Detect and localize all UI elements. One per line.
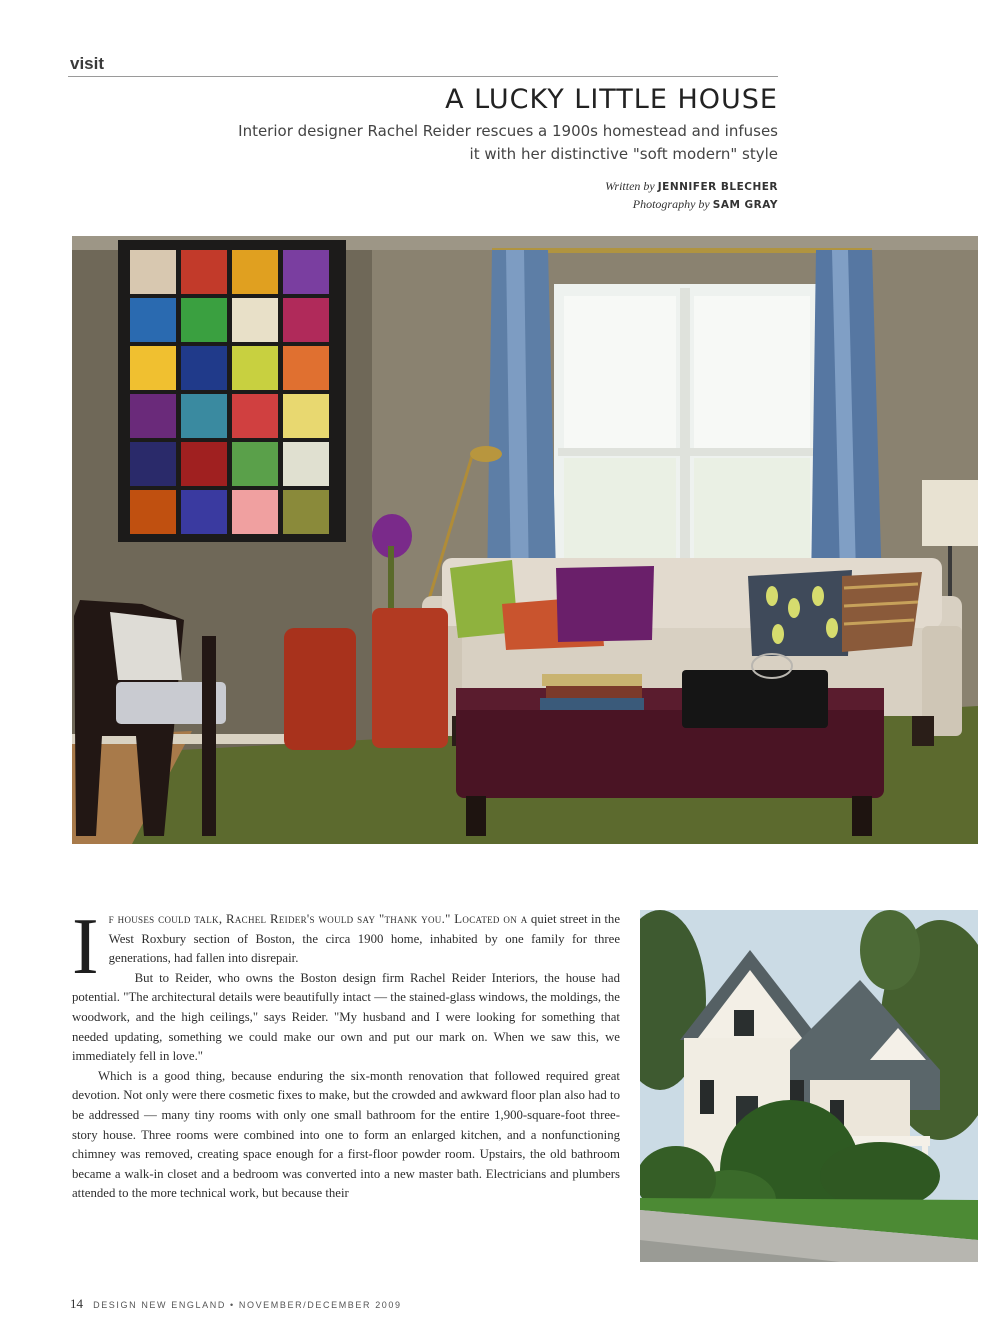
- artwork-tile: [130, 298, 176, 342]
- artwork-tile: [232, 298, 278, 342]
- artwork-tile: [232, 442, 278, 486]
- artwork-tile: [232, 394, 278, 438]
- written-by-label: Written by: [605, 179, 655, 193]
- artwork-tile: [283, 442, 329, 486]
- header-rule: [68, 76, 778, 77]
- house-exterior-photo: [640, 910, 978, 1262]
- artwork-tile: [181, 298, 227, 342]
- paragraph-1-text: quiet street in the West Roxbury section of Boston, the circa 1900 home, inhabited by one family for three generations, had fallen into disrepair.: [108, 912, 620, 966]
- artwork-tile: [283, 298, 329, 342]
- photography-by-label: Photography by: [632, 197, 710, 211]
- artwork-tile: [283, 250, 329, 294]
- page-number: 14: [70, 1296, 83, 1311]
- artwork-tile: [283, 394, 329, 438]
- artwork-tile: [181, 490, 227, 534]
- photographer-name: SAM GRAY: [712, 199, 778, 211]
- artwork-tile: [130, 394, 176, 438]
- paragraph-1: [72, 903, 620, 991]
- artwork-tile: [232, 490, 278, 534]
- artwork-tile: [232, 250, 278, 294]
- article-dek: Interior designer Rachel Reider rescues a 1900s homestead and infuses it with her distinctive "soft modern" style: [238, 122, 778, 163]
- paragraph-2: But to Reider, who owns the Boston design firm Rachel Reider Interiors, the house had potential. "The architectural details were beautifully intact — the stained-glass windows, the moldings, the woodwork, and the high ceilings," says Reider. "My husband and I were looking for something that needed updating, something we could make our own and put our mark on. When we saw this, we immediately fell in love.": [72, 970, 620, 1064]
- article-body: [72, 903, 620, 1204]
- lead-in: f houses could talk, Rachel Reider's would say "thank you." Located on a: [108, 912, 528, 926]
- writer-name: JENNIFER BLECHER: [657, 181, 778, 193]
- artwork-tile: [283, 346, 329, 390]
- artwork-tile: [181, 346, 227, 390]
- writer-credit: [605, 178, 778, 196]
- drop-cap: I: [72, 903, 99, 991]
- photographer-credit: [605, 196, 778, 214]
- artwork-tile: [181, 394, 227, 438]
- artwork-tile: [130, 346, 176, 390]
- living-room-photo: [72, 236, 978, 844]
- artwork-tile: [283, 490, 329, 534]
- artwork-tile: [130, 442, 176, 486]
- section-tag: visit: [70, 54, 105, 73]
- paragraph-3: Which is a good thing, because enduring the six-month renovation that followed required great devotion. Not only were there cosmetic fixes to make, but the crowded and awkward floor plan also had to be addressed — many tiny rooms with only one small bathroom for the entire 1,900-square-foot three-story house. Three rooms were combined into one to form an enlarged kitchen, and a nonfunctioning chimney was removed, creating space enough for a first-floor powder room. Upstairs, the old bathroom became a walk-in closet and a bedroom was converted into a new master bath. Electricians and plumbers attended to the more technical work, but because their: [72, 1068, 620, 1201]
- artwork-tile: [130, 250, 176, 294]
- page-footer: [70, 1296, 402, 1312]
- artwork-tile: [181, 250, 227, 294]
- byline: [605, 178, 778, 214]
- magazine-issue: DESIGN NEW ENGLAND • NOVEMBER/DECEMBER 2009: [93, 1300, 402, 1310]
- article-headline: A LUCKY LITTLE HOUSE: [445, 84, 778, 115]
- artwork-tile: [232, 346, 278, 390]
- artwork-tile: [130, 490, 176, 534]
- artwork-tile: [181, 442, 227, 486]
